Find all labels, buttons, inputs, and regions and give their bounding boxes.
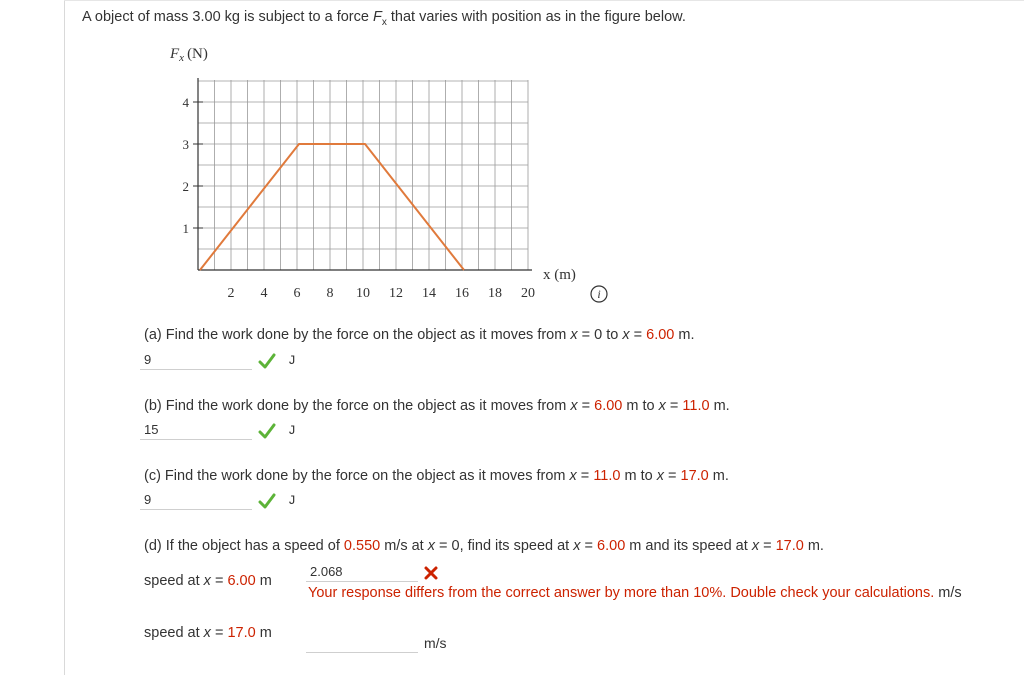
question-b-value1: 6.00 bbox=[594, 398, 623, 414]
problem-text-before: A object of mass 3.00 kg is subject to a force bbox=[82, 9, 373, 25]
question-c-eq2: = bbox=[663, 468, 681, 484]
speed2-eq: = bbox=[210, 625, 228, 641]
answer-b-input[interactable] bbox=[140, 420, 252, 440]
answer-a-unit: J bbox=[288, 353, 296, 368]
question-b-value2: 11.0 bbox=[682, 398, 710, 414]
x-tick-label: 4 bbox=[260, 286, 268, 301]
force-position-graph bbox=[150, 40, 610, 310]
y-tick-label: 4 bbox=[182, 95, 189, 110]
y-axis-unit: (N) bbox=[187, 46, 208, 62]
question-c-text: (c) Find the work done by the force on the object as it moves from bbox=[144, 468, 570, 484]
question-b-unit: m. bbox=[709, 398, 730, 414]
question-c-var1: x bbox=[569, 468, 577, 484]
question-c-eq1: = bbox=[576, 468, 594, 484]
x-tick-label: 8 bbox=[326, 286, 334, 301]
x-tick-label: 10 bbox=[356, 286, 370, 301]
speed2-input[interactable] bbox=[306, 629, 418, 653]
question-a-eq2: = bbox=[629, 327, 647, 343]
speed2-label bbox=[144, 625, 272, 641]
x-tick-label: 16 bbox=[455, 286, 469, 301]
x-tick-label: 20 bbox=[521, 286, 535, 301]
question-a-text: (a) Find the work done by the force on the object as it moves from bbox=[144, 327, 571, 343]
question-a-value: 6.00 bbox=[646, 327, 675, 343]
speed2-value: 17.0 bbox=[227, 625, 256, 641]
question-c-mid: m to bbox=[620, 468, 657, 484]
answer-a-input[interactable] bbox=[140, 350, 252, 370]
speed2-var: x bbox=[203, 625, 211, 641]
x-tick-labels bbox=[228, 286, 536, 301]
y-tick-label: 1 bbox=[182, 221, 189, 236]
speed2-unit: m bbox=[255, 625, 272, 641]
question-d-mid1: m/s at bbox=[380, 538, 428, 554]
correct-check-icon bbox=[258, 423, 276, 439]
question-a bbox=[144, 327, 695, 343]
question-d-var3: x bbox=[751, 538, 760, 554]
question-b-mid: m to bbox=[622, 398, 659, 414]
speed1-unit: m bbox=[255, 573, 272, 589]
x-tick-label: 2 bbox=[227, 286, 235, 301]
question-a-var2: x bbox=[622, 327, 630, 343]
x-tick-label: 12 bbox=[389, 286, 403, 301]
question-d bbox=[144, 538, 824, 554]
correct-check-icon bbox=[258, 353, 276, 369]
content-border-top bbox=[64, 0, 1024, 1]
feedback-text: Your response differs from the correct answer by more than 10%. Double check your calculations. bbox=[308, 585, 935, 601]
question-b bbox=[144, 398, 730, 414]
x-axis-title: x (m) bbox=[543, 267, 576, 283]
question-d-speed: 0.550 bbox=[343, 538, 381, 554]
chart-grid bbox=[198, 80, 528, 270]
y-axis-subscript: x bbox=[179, 52, 185, 64]
question-b-text: (b) Find the work done by the force on the object as it moves from bbox=[144, 398, 571, 414]
question-c-unit: m. bbox=[708, 468, 729, 484]
svg-text:i: i bbox=[597, 287, 601, 301]
speed1-input[interactable] bbox=[306, 562, 418, 582]
incorrect-x-icon bbox=[422, 565, 440, 581]
speed1-eq: = bbox=[210, 573, 228, 589]
x-tick-label: 18 bbox=[488, 286, 502, 301]
speed1-value: 6.00 bbox=[227, 573, 256, 589]
speed2-unit-label: m/s bbox=[424, 635, 447, 651]
force-subscript: x bbox=[381, 16, 387, 28]
question-c-var2: x bbox=[656, 468, 664, 484]
question-d-mid5: = bbox=[759, 538, 776, 554]
question-d-mid4: m and its speed at bbox=[625, 538, 752, 554]
question-d-var1: x bbox=[427, 538, 435, 554]
x-tick-label: 6 bbox=[293, 286, 301, 301]
question-c-value2: 17.0 bbox=[680, 468, 709, 484]
question-d-mid3: = bbox=[580, 538, 598, 554]
problem-statement bbox=[82, 9, 686, 28]
question-a-unit: m. bbox=[674, 327, 695, 343]
chart-axes bbox=[198, 78, 532, 270]
question-b-eq2: = bbox=[665, 398, 683, 414]
y-tick-labels bbox=[183, 95, 204, 236]
question-d-value2: 6.00 bbox=[597, 538, 626, 554]
question-b-eq1: = bbox=[577, 398, 595, 414]
content-border-left bbox=[64, 0, 65, 675]
question-c bbox=[144, 468, 729, 484]
question-c-value1: 11.0 bbox=[593, 468, 621, 484]
question-b-var2: x bbox=[658, 398, 666, 414]
question-d-end: m. bbox=[803, 538, 824, 554]
question-d-prefix: (d) If the object has a speed of bbox=[144, 538, 344, 554]
question-d-value3: 17.0 bbox=[775, 538, 804, 554]
question-a-eq1: = 0 to bbox=[577, 327, 623, 343]
question-d-mid2: = 0, find its speed at bbox=[435, 538, 574, 554]
feedback-message bbox=[308, 584, 968, 602]
feedback-unit: m/s bbox=[934, 585, 962, 601]
speed1-label-text: speed at bbox=[144, 573, 204, 589]
question-d-var2: x bbox=[573, 538, 581, 554]
y-axis-symbol: F bbox=[170, 46, 180, 62]
speed1-label bbox=[144, 573, 272, 589]
answer-c-unit: J bbox=[288, 493, 296, 508]
speed2-label-text: speed at bbox=[144, 625, 204, 641]
problem-text-after: that varies with position as in the figure below. bbox=[386, 9, 686, 25]
y-tick-label: 2 bbox=[182, 179, 189, 194]
speed1-var: x bbox=[203, 573, 211, 589]
question-a-var1: x bbox=[570, 327, 578, 343]
x-tick-label: 14 bbox=[422, 286, 436, 301]
answer-c-input[interactable] bbox=[140, 490, 252, 510]
info-icon[interactable] bbox=[591, 286, 607, 302]
question-b-var1: x bbox=[570, 398, 578, 414]
y-tick-label: 3 bbox=[182, 137, 189, 152]
force-symbol: F bbox=[372, 9, 382, 25]
y-axis-title bbox=[169, 46, 208, 64]
correct-check-icon bbox=[258, 493, 276, 509]
answer-b-unit: J bbox=[288, 423, 296, 438]
